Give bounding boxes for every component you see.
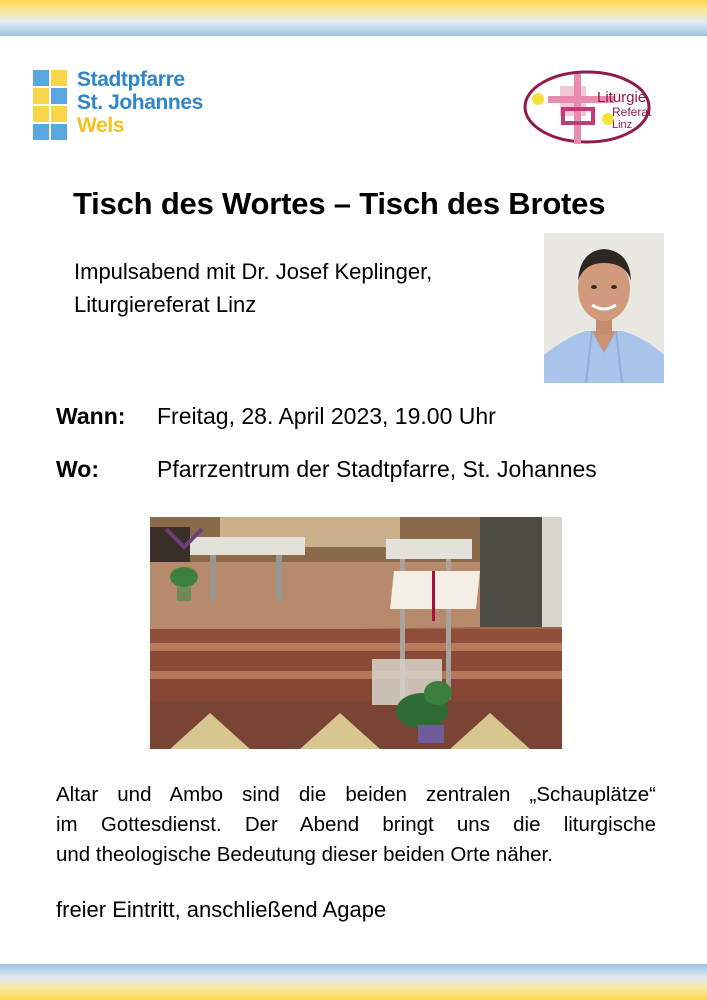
parish-grid-logo-icon: [33, 70, 68, 140]
when-label: Wann:: [56, 403, 126, 429]
bottom-color-band: [0, 964, 707, 1000]
liturgie-logo-line-3: Linz: [612, 119, 633, 131]
parish-logo: [33, 70, 208, 142]
liturgie-logo-line-1: Liturgie: [597, 89, 647, 106]
top-color-band: [0, 0, 707, 36]
description-line-1: Altar und Ambo sind die beiden zentralen „Schauplätze“: [56, 783, 656, 806]
where-label: Wo:: [56, 456, 100, 482]
description-line-2: im Gottesdienst. Der Abend bringt uns die liturgische: [56, 813, 656, 836]
liturgie-logo-line-2: Referat: [612, 105, 652, 119]
admission-note: freier Eintritt, anschließend Agape: [56, 897, 387, 922]
speaker-portrait: [544, 233, 664, 383]
where-value: Pfarrzentrum der Stadtpfarre, St. Johannes: [157, 456, 597, 482]
event-where: [56, 456, 597, 483]
event-when: [56, 403, 496, 430]
description-line-3: und theologische Bedeutung dieser beiden Orte näher.: [56, 843, 553, 866]
event-description: [56, 780, 656, 870]
liturgie-logo: [518, 66, 676, 148]
intro-line-1: Impulsabend mit Dr. Josef Keplinger,: [74, 259, 433, 284]
parish-logo-line-3: Wels: [77, 114, 125, 137]
event-title: Tisch des Wortes – Tisch des Brotes: [73, 186, 606, 221]
intro-line-2: Liturgiereferat Linz: [74, 292, 257, 317]
parish-logo-line-1: Stadtpfarre: [77, 68, 185, 91]
liturgie-cross-logo-icon: [518, 66, 676, 148]
event-intro: [74, 255, 432, 321]
parish-logo-line-2: St. Johannes: [77, 91, 203, 114]
church-altar-photo: [150, 517, 562, 749]
when-value: Freitag, 28. April 2023, 19.00 Uhr: [157, 403, 496, 429]
